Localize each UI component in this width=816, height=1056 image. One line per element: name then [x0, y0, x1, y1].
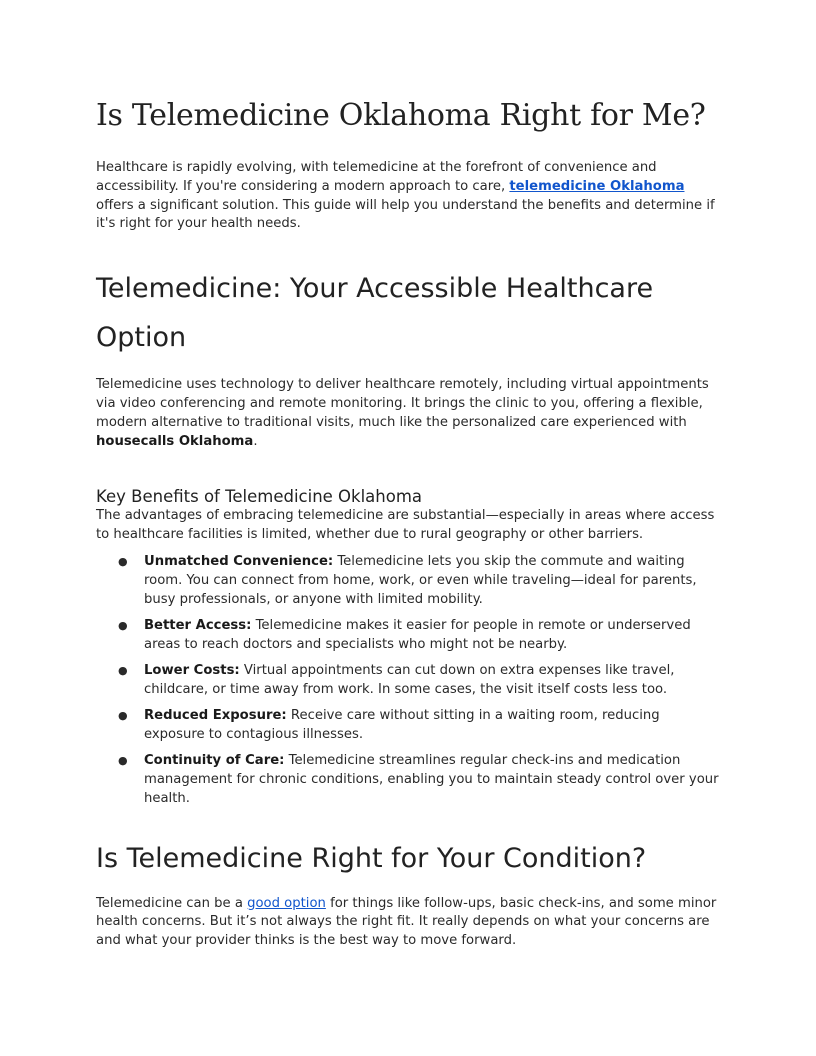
benefit-text: Virtual appointments can cut down on extra expenses like travel, childcare, or time away from work. In some cases, the visit itself costs less too.	[144, 662, 675, 697]
section-right-for-condition-paragraph	[96, 895, 722, 951]
document-page	[96, 96, 722, 951]
section-heading-key-benefits: Key Benefits of Telemedicine Oklahoma	[96, 487, 423, 507]
intro-text-before-link: Healthcare is rapidly evolving, with telemedicine at the forefront of convenience and accessibility. If you're considering a modern approach to care,	[96, 160, 657, 194]
bullet-icon: ●	[118, 754, 128, 768]
benefit-label: Continuity of Care:	[144, 753, 285, 769]
section-heading-accessible-option: Telemedicine: Your Accessible Healthcare Option	[96, 273, 654, 354]
good-option-link[interactable]: good option	[247, 895, 326, 911]
document-title: Is Telemedicine Oklahoma Right for Me?	[96, 98, 706, 133]
benefit-text: Telemedicine makes it easier for people in remote or underserved areas to reach doctors and specialists who might not be nearby.	[144, 617, 691, 652]
section-condition-text-before-link: Telemedicine can be a	[96, 895, 248, 911]
benefit-text: Telemedicine streamlines regular check-ins and medication management for chronic conditions, enabling you to maintain steady control over your health.	[144, 753, 719, 806]
benefit-text: Telemedicine lets you skip the commute and waiting room. You can connect from home, work, or even while traveling—ideal for parents, busy professionals, or anyone with limited mobility.	[144, 553, 697, 607]
bullet-icon: ●	[118, 618, 128, 632]
benefit-label: Lower Costs:	[144, 662, 240, 678]
benefit-text: Receive care without sitting in a waiting room, reducing exposure to contagious illnesses.	[144, 708, 660, 742]
benefit-label: Unmatched Convenience:	[144, 553, 334, 569]
benefit-label: Reduced Exposure:	[144, 708, 287, 724]
benefit-item-convenience	[96, 553, 722, 609]
section-condition-text-after-link: for things like follow-ups, basic check-ins, and some minor health concerns. But it’s not always the right fit. It really depends on what your concerns are and what your provider thinks is the best way to move forward.	[96, 895, 717, 949]
housecalls-oklahoma-bold-text: housecalls Oklahoma	[96, 433, 254, 449]
intro-paragraph	[96, 159, 722, 234]
benefit-item-costs	[96, 662, 722, 700]
intro-text-after-link: offers a significant solution. This guide will help you understand the benefits and determine if it's right for your health needs.	[96, 197, 715, 232]
benefit-item-access	[96, 617, 722, 655]
bullet-icon: ●	[118, 663, 128, 677]
bullet-icon: ●	[118, 554, 128, 568]
benefits-list	[96, 553, 722, 809]
benefit-item-exposure	[96, 707, 722, 745]
section-heading-right-for-condition: Is Telemedicine Right for Your Condition?	[96, 842, 647, 874]
section-accessible-option-text-end: .	[253, 433, 258, 449]
telemedicine-oklahoma-link[interactable]: telemedicine Oklahoma	[509, 178, 685, 194]
key-benefits-paragraph: The advantages of embracing telemedicine are substantial—especially in areas where access to healthcare facilities is limited, whether due to rural geography or other barriers.	[96, 508, 715, 543]
benefit-label: Better Access:	[144, 617, 252, 633]
section-accessible-option-paragraph	[96, 376, 722, 451]
benefit-item-continuity	[96, 752, 722, 808]
section-accessible-option-text: Telemedicine uses technology to deliver healthcare remotely, including virtual appointments via video conferencing and remote monitoring. It brings the clinic to you, offering a flexible, modern alternative to traditional visits, much like the personalized care experienced with	[96, 377, 709, 430]
bullet-icon: ●	[118, 709, 128, 723]
